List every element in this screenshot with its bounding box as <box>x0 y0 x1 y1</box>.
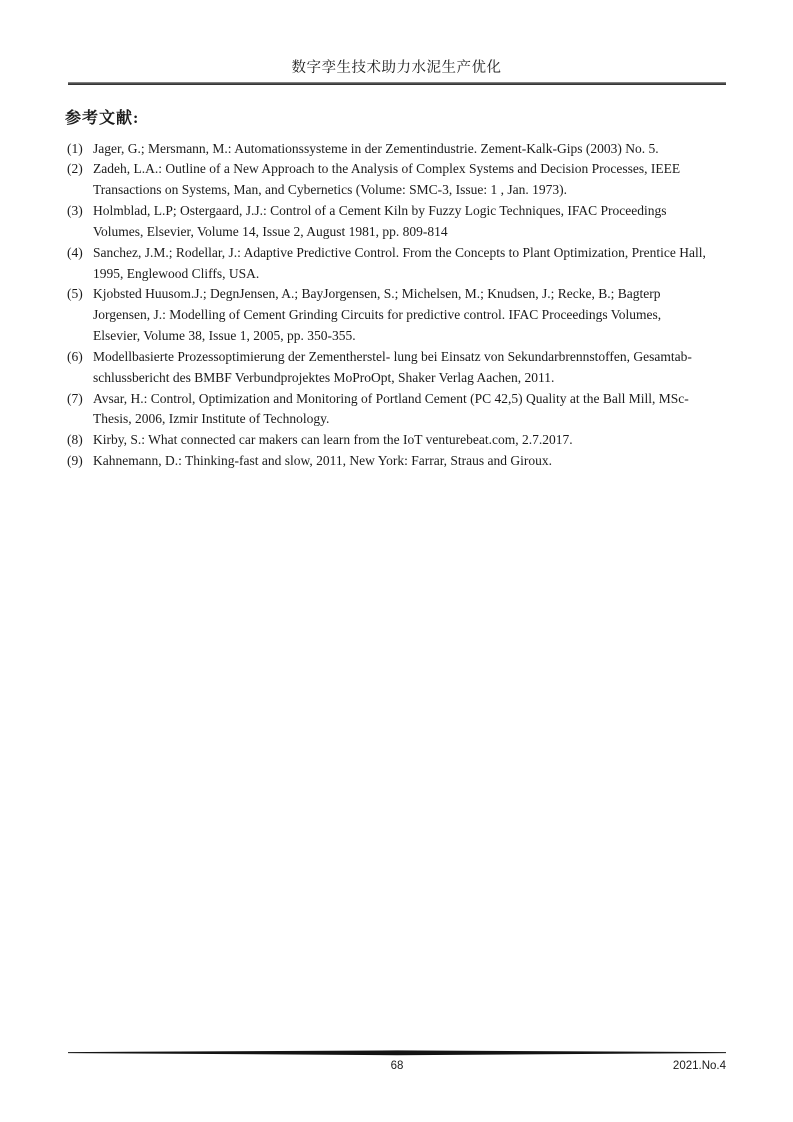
reference-number: (1) <box>67 140 83 156</box>
reference-text: Zadeh, L.A.: Outline of a New Approach to the Analysis of Complex Systems and Decision Processes, IEEE Transactions on Systems, Man, and Cybernetics (Volume: SMC-3, Issue: 1 , Jan. 1973). <box>93 161 681 198</box>
footer-rule <box>68 1050 726 1056</box>
reference-text: Kahnemann, D.: Thinking-fast and slow, 2011, New York: Farrar, Straus and Giroux. <box>93 453 553 469</box>
reference-number: (9) <box>67 453 83 469</box>
reference-item-3 <box>67 201 733 243</box>
references-list <box>67 139 733 473</box>
reference-text: Holmblad, L.P; Ostergaard, J.J.: Control of a Cement Kiln by Fuzzy Logic Techniques, IFAC Proceedings Volumes, Elsevier, Volume 14, Issue 2, August 1981, pp. 809-814 <box>93 203 667 239</box>
reference-item-7 <box>67 389 733 431</box>
reference-item-6 <box>67 347 733 389</box>
reference-number: (7) <box>67 390 83 406</box>
issue-label: 2021.No.4 <box>672 1060 726 1072</box>
header-rule <box>68 82 726 85</box>
reference-number: (3) <box>67 203 83 219</box>
reference-text: Kirby, S.: What connected car makers can learn from the IoT venturebeat.com, 2.7.2017. <box>93 432 573 448</box>
reference-number: (6) <box>67 348 83 364</box>
running-header-title: 数字孪生技术助力水泥生产优化 <box>291 60 502 76</box>
reference-number: (2) <box>67 161 83 177</box>
footer-row <box>68 1059 726 1074</box>
page-footer <box>68 1050 726 1074</box>
page-number: 68 <box>390 1060 404 1072</box>
references-heading: 参考文献: <box>65 109 140 127</box>
reference-number: (8) <box>67 432 83 448</box>
reference-text: Jager, G.; Mersmann, M.: Automationssysteme in der Zementindustrie. Zement-Kalk-Gips (2003) No. 5. <box>93 140 659 156</box>
reference-item-8 <box>67 430 733 451</box>
reference-item-2 <box>67 159 733 201</box>
reference-text: Kjobsted Huusom.J.; DegnJensen, A.; BayJorgensen, S.; Michelsen, M.; Knudsen, J.; Recke, B.; Bagterp Jorgensen, J.: Modelling of Cement Grinding Circuits for predictive control. IFAC Proceedings Volumes, Elsevier, Volume 38, Issue 1, 2005, pp. 350-355. <box>93 286 662 344</box>
reference-number: (4) <box>67 244 83 260</box>
reference-item-1 <box>67 139 733 160</box>
reference-item-4 <box>67 243 733 285</box>
reference-text: Sanchez, J.M.; Rodellar, J.: Adaptive Predictive Control. From the Concepts to Plant Optimization, Prentice Hall, 1995, Englewood Cliffs, USA. <box>93 244 706 281</box>
reference-text: Modellbasierte Prozessoptimierung der Zementherstel- lung bei Einsatz von Sekundarbrennstoffen, Gesamtab- schlussbericht des BMBF Verbundprojektes MoProOpt, Shaker Verlag Aachen, 2011. <box>93 348 692 385</box>
reference-number: (5) <box>67 286 83 302</box>
reference-item-9 <box>67 451 733 472</box>
reference-text: Avsar, H.: Control, Optimization and Monitoring of Portland Cement (PC 42,5) Quality at the Ball Mill, MSc- Thesis, 2006, Izmir Institute of Technology. <box>93 390 689 427</box>
reference-item-5 <box>67 284 733 347</box>
